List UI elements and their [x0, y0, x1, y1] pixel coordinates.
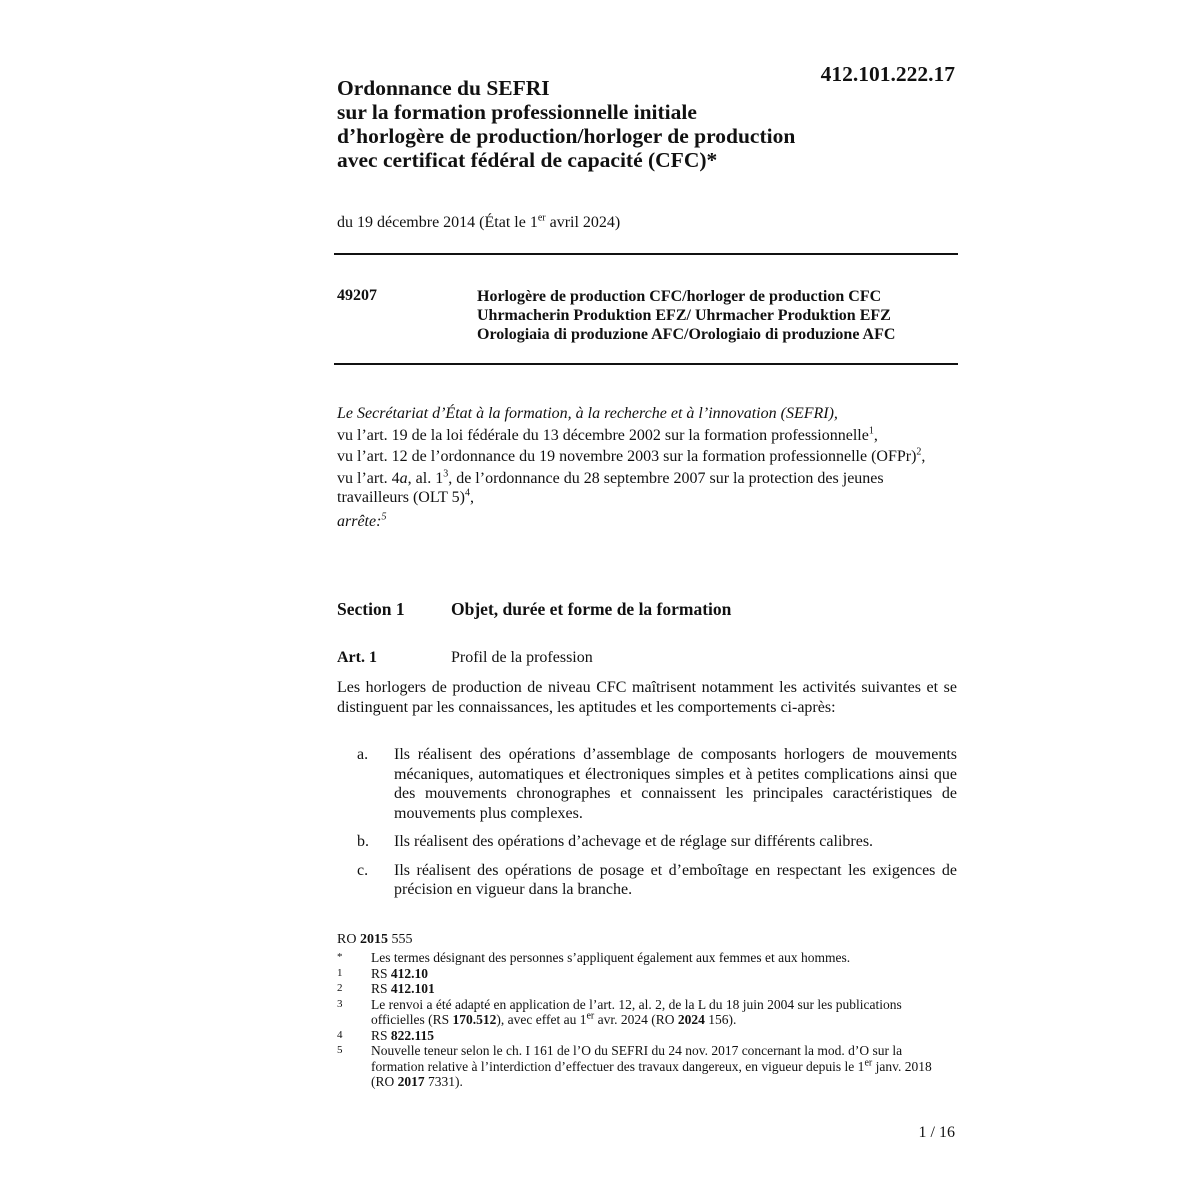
article-number: Art. 1 — [337, 649, 377, 666]
title-line: sur la formation professionnelle initiale — [337, 100, 697, 124]
divider-bottom — [334, 363, 958, 365]
list-item-text: Ils réalisent des opérations d’achevage et de réglage sur différents calibres. — [394, 833, 874, 850]
date-text: du 19 décembre 2014 (État le 1 — [337, 214, 538, 231]
footnote-ref[interactable]: 3 — [443, 468, 449, 480]
footnote-text-part: 156). — [704, 1012, 737, 1027]
list-item-text: Ils réalisent des opérations de posage et d’emboîtage en respectant les exigences de précision en vigueur dans la branche. — [394, 861, 957, 898]
footnote-text-part: 412.101 — [390, 981, 435, 996]
footnote-text-part: RS — [371, 1027, 391, 1043]
footnote-text — [371, 966, 957, 982]
footnote-text-part: 412.10 — [390, 965, 429, 981]
preamble-text: , de l’ordonnance du 28 septembre 2007 sur la protection des jeunes travailleurs (OLT 5) — [337, 469, 884, 506]
list-marker: c. — [357, 861, 369, 879]
footnote-text-part: 2017 — [397, 1074, 425, 1089]
footnote-ref[interactable]: 2 — [916, 446, 922, 458]
profession-name-it: Orologiaia di produzione AFC/Orologiaio di produzione AFC — [477, 326, 896, 343]
footnote-text — [371, 981, 957, 997]
article-intro: Les horlogers de production de niveau CFC maîtrisent notamment les activités suivantes et se distinguent par les connaissances, les aptitudes et les comportements ci-après: — [337, 679, 957, 716]
footnote — [337, 966, 957, 982]
footnote-text-part: 2024 — [677, 1012, 705, 1027]
ro-reference — [337, 932, 412, 948]
footnote-text-part: er — [586, 1010, 595, 1022]
preamble-line — [337, 447, 957, 467]
article-heading — [337, 649, 593, 667]
preamble-text: , al. 1 — [407, 469, 444, 487]
footnotes — [337, 950, 957, 1090]
article-list — [357, 745, 957, 909]
footnote-marker: 5 — [337, 1044, 343, 1056]
preamble-line — [337, 469, 957, 508]
footnote-marker: * — [337, 951, 343, 963]
decree-text: arrête: — [337, 512, 382, 530]
profession-code: 49207 — [337, 287, 377, 304]
footnote-ref[interactable]: 1 — [868, 425, 874, 437]
footnote — [337, 997, 957, 1028]
document-page — [337, 0, 957, 1200]
footnote-text-part: Les termes désignant des personnes s’appliquent également aux femmes et aux hommes. — [371, 950, 851, 965]
preamble-text: , — [469, 489, 474, 506]
page-number: 1 / 16 — [918, 1124, 955, 1141]
footnote-text-part: 7331). — [424, 1074, 463, 1089]
profession-name-de: Uhrmacherin Produktion EFZ/ Uhrmacher Produktion EFZ — [477, 307, 891, 324]
footnote-text-part: Le renvoi a été adapté en application de l’art. 12, al. 2, de la L du 18 juin 2004 sur les publications officielles (RS — [371, 996, 902, 1027]
footnote — [337, 1043, 957, 1090]
footnote-text-part: RS — [371, 965, 391, 981]
footnote-text — [371, 997, 957, 1028]
footnote-text-part: Nouvelle teneur selon le ch. I 161 de l’O du SEFRI du 24 nov. 2017 concernant la mod. d’O sur la formation relative à l’interdiction d’effectuer des travaux dangereux, en vigueur depuis le 1 — [371, 1043, 903, 1074]
divider-top — [334, 253, 958, 255]
list-marker: b. — [357, 833, 369, 850]
footnote — [337, 950, 957, 966]
footnote-text — [371, 1028, 957, 1044]
section-number: Section 1 — [337, 599, 405, 619]
list-item-text: Ils réalisent des opérations d’assemblage de composants horlogers de mouvements mécaniques, automatiques et électroniques simples et à petites complications ainsi que des mouvements chronographes et connaissent les principales caractéristiques de mouvements plus complexes. — [394, 746, 957, 822]
preamble-text: a — [399, 469, 408, 487]
rs-number: 412.101.222.17 — [820, 62, 955, 86]
footnote-text — [371, 1043, 957, 1090]
title-line: d’horlogère de production/horloger de production — [337, 124, 796, 148]
list-item — [357, 832, 957, 852]
profession-name-fr: Horlogère de production CFC/horloger de production CFC — [477, 288, 882, 305]
preamble-authority: Le Secrétariat d’État à la formation, à la recherche et à l’innovation (SEFRI), — [337, 405, 838, 422]
date-sup: er — [537, 212, 546, 224]
footnote-text-part: er — [864, 1057, 873, 1068]
footnote-text-part: 170.512 — [452, 1012, 497, 1027]
article-title: Profil de la profession — [451, 649, 593, 666]
preamble-text: , — [921, 448, 926, 465]
footnote — [337, 981, 957, 997]
preamble — [337, 404, 957, 533]
footnote-text-part: janv. 2018 (RO — [371, 1058, 932, 1089]
ro-page: 555 — [387, 932, 413, 947]
footnote-text-part: 822.115 — [390, 1027, 435, 1043]
footnote-ref[interactable]: 5 — [381, 511, 387, 523]
footnote-marker: 3 — [337, 997, 343, 1010]
preamble-text: vu l’art. 19 de la loi fédérale du 13 décembre 2002 sur la formation professionnelle — [337, 426, 869, 444]
footnote-text-part: RS — [371, 981, 391, 996]
footnote — [337, 1028, 957, 1044]
section-heading — [337, 599, 731, 620]
title-line: avec certificat fédéral de capacité (CFC)* — [337, 148, 718, 172]
title-line: Ordonnance du SEFRI — [337, 76, 550, 100]
list-item — [357, 861, 957, 900]
ro-prefix: RO — [337, 932, 360, 947]
list-marker: a. — [357, 746, 369, 763]
list-item — [357, 745, 957, 823]
footnote-ref[interactable]: 4 — [464, 487, 470, 499]
profession-names — [477, 287, 895, 344]
document-title — [337, 76, 897, 172]
preamble-text: vu l’art. 12 de l’ordonnance du 19 novembre 2003 sur la formation professionnelle (OFPr) — [337, 448, 917, 465]
date-text-end: avril 2024) — [545, 214, 621, 231]
footnote-text-part: ), avec effet au 1 — [496, 1012, 587, 1027]
footnote-text — [371, 950, 957, 966]
section-title: Objet, durée et forme de la formation — [451, 599, 732, 619]
footnote-marker: 1 — [337, 966, 343, 979]
preamble-decree — [337, 512, 957, 532]
ro-year: 2015 — [359, 932, 388, 947]
document-date — [337, 214, 620, 232]
preamble-text: vu l’art. 4 — [337, 469, 400, 487]
footnote-marker: 2 — [337, 982, 343, 994]
preamble-line — [337, 426, 957, 446]
footnote-text-part: avr. 2024 (RO — [594, 1012, 678, 1027]
footnote-marker: 4 — [337, 1028, 343, 1041]
preamble-text: , — [873, 426, 878, 444]
